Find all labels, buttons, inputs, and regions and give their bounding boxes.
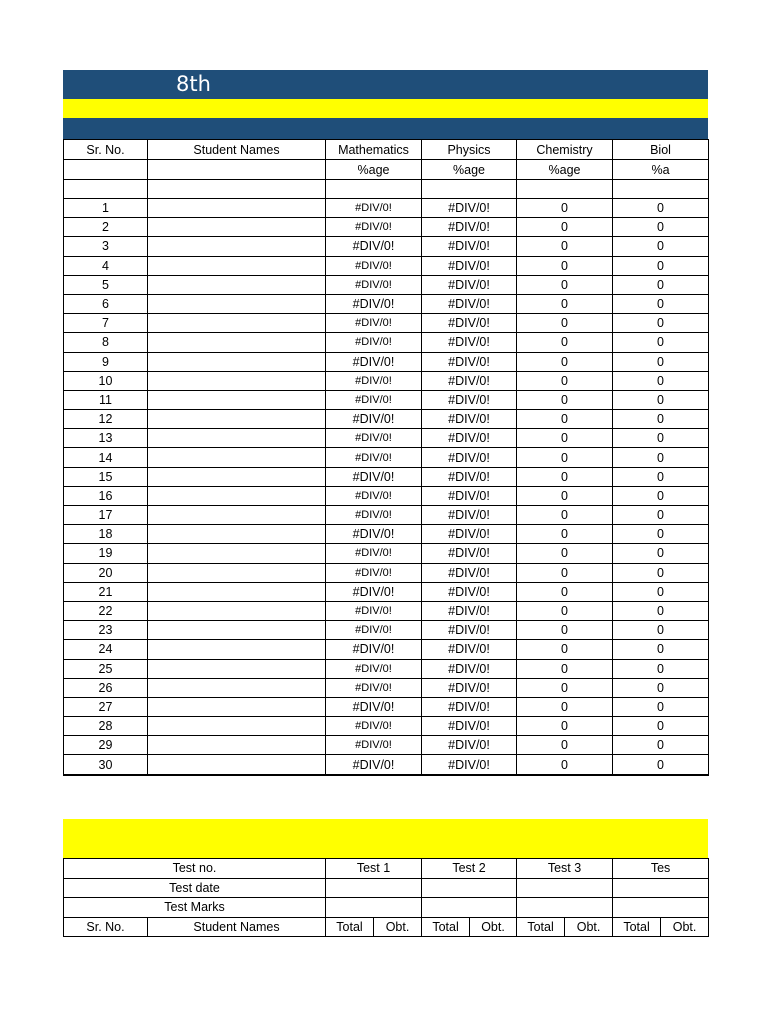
cell[interactable] (517, 898, 613, 918)
yellow-banner-tests (63, 819, 708, 858)
table-row (64, 256, 709, 275)
sr-no-cell[interactable]: 22 (64, 601, 148, 620)
test-name-header: Test 1 (326, 859, 422, 879)
table-row (64, 506, 709, 525)
biology-cell[interactable]: 0 (613, 697, 709, 716)
sr-no-cell[interactable]: 12 (64, 410, 148, 429)
sr-no-cell[interactable]: 6 (64, 294, 148, 313)
biology-cell[interactable]: 0 (613, 448, 709, 467)
sr-no-cell[interactable]: 19 (64, 544, 148, 563)
chemistry-cell[interactable]: 0 (517, 506, 613, 525)
student-name-cell[interactable] (148, 218, 326, 237)
mathematics-cell[interactable]: #DIV/0! (326, 717, 422, 736)
table-row (64, 621, 709, 640)
student-name-cell[interactable] (148, 678, 326, 697)
test-marks-row (64, 898, 709, 918)
student-name-cell[interactable] (148, 352, 326, 371)
chemistry-cell[interactable]: 0 (517, 294, 613, 313)
physics-cell[interactable]: #DIV/0! (422, 640, 517, 659)
title-banner (63, 70, 708, 99)
chemistry-cell[interactable]: 0 (517, 640, 613, 659)
chemistry-cell[interactable]: 0 (517, 717, 613, 736)
table-row (64, 199, 709, 218)
chemistry-cell[interactable]: 0 (517, 410, 613, 429)
biology-cell[interactable]: 0 (613, 237, 709, 256)
mathematics-cell[interactable]: #DIV/0! (326, 467, 422, 486)
biology-cell[interactable]: 0 (613, 525, 709, 544)
test-name-header: Tes (613, 859, 709, 879)
student-name-cell[interactable] (148, 237, 326, 256)
obtained-header: Obt. (374, 917, 422, 937)
table-row (64, 294, 709, 313)
table-row (64, 755, 709, 775)
student-names-header: Student Names (148, 140, 326, 160)
biology-cell[interactable]: 0 (613, 544, 709, 563)
chemistry-cell[interactable]: 0 (517, 678, 613, 697)
student-name-cell[interactable] (148, 697, 326, 716)
biology-cell[interactable]: 0 (613, 390, 709, 409)
cell[interactable] (64, 180, 148, 199)
mathematics-cell[interactable]: #DIV/0! (326, 390, 422, 409)
mathematics-cell[interactable]: #DIV/0! (326, 640, 422, 659)
obtained-header: Obt. (661, 917, 709, 937)
student-name-cell[interactable] (148, 601, 326, 620)
test-marks-label: Test Marks (64, 898, 326, 918)
physics-cell[interactable]: #DIV/0! (422, 678, 517, 697)
unit-header (148, 160, 326, 180)
mathematics-cell[interactable]: #DIV/0! (326, 218, 422, 237)
physics-cell[interactable]: #DIV/0! (422, 601, 517, 620)
physics-cell[interactable]: #DIV/0! (422, 275, 517, 294)
physics-cell[interactable]: #DIV/0! (422, 429, 517, 448)
mathematics-cell[interactable]: #DIV/0! (326, 333, 422, 352)
total-header: Total (613, 917, 661, 937)
unit-header (64, 160, 148, 180)
student-name-cell[interactable] (148, 544, 326, 563)
cell[interactable] (422, 180, 517, 199)
biology-cell[interactable]: 0 (613, 429, 709, 448)
sr-no-cell[interactable]: 26 (64, 678, 148, 697)
biology-header: Biol (613, 140, 709, 160)
mathematics-cell[interactable]: #DIV/0! (326, 352, 422, 371)
physics-cell[interactable]: #DIV/0! (422, 659, 517, 678)
mathematics-cell[interactable]: #DIV/0! (326, 314, 422, 333)
physics-cell[interactable]: #DIV/0! (422, 333, 517, 352)
physics-cell[interactable]: #DIV/0! (422, 544, 517, 563)
chemistry-cell[interactable]: 0 (517, 218, 613, 237)
physics-cell[interactable]: #DIV/0! (422, 218, 517, 237)
table-row (64, 390, 709, 409)
student-name-cell[interactable] (148, 755, 326, 775)
header-row-units (64, 160, 709, 180)
chemistry-cell[interactable]: 0 (517, 199, 613, 218)
table-row (64, 601, 709, 620)
chemistry-cell[interactable]: 0 (517, 467, 613, 486)
student-name-cell[interactable] (148, 506, 326, 525)
chemistry-cell[interactable]: 0 (517, 390, 613, 409)
unit-header: %age (517, 160, 613, 180)
physics-cell[interactable]: #DIV/0! (422, 448, 517, 467)
sr-no-header: Sr. No. (64, 917, 148, 937)
table-row (64, 237, 709, 256)
physics-cell[interactable]: #DIV/0! (422, 621, 517, 640)
chemistry-cell[interactable]: 0 (517, 256, 613, 275)
physics-cell[interactable]: #DIV/0! (422, 582, 517, 601)
mathematics-cell[interactable]: #DIV/0! (326, 736, 422, 755)
obtained-header: Obt. (470, 917, 517, 937)
chemistry-cell[interactable]: 0 (517, 314, 613, 333)
physics-cell[interactable]: #DIV/0! (422, 237, 517, 256)
biology-cell[interactable]: 0 (613, 736, 709, 755)
sr-no-cell[interactable]: 7 (64, 314, 148, 333)
chemistry-cell[interactable]: 0 (517, 755, 613, 775)
total-header: Total (422, 917, 470, 937)
header-row-subjects (64, 140, 709, 160)
student-name-cell[interactable] (148, 390, 326, 409)
grade-title: 8th (176, 72, 211, 96)
table-row (64, 563, 709, 582)
student-name-cell[interactable] (148, 410, 326, 429)
biology-cell[interactable]: 0 (613, 506, 709, 525)
table-row (64, 697, 709, 716)
student-name-cell[interactable] (148, 621, 326, 640)
physics-cell[interactable]: #DIV/0! (422, 371, 517, 390)
biology-cell[interactable]: 0 (613, 314, 709, 333)
mathematics-cell[interactable]: #DIV/0! (326, 755, 422, 775)
biology-cell[interactable]: 0 (613, 333, 709, 352)
biology-cell[interactable]: 0 (613, 410, 709, 429)
total-header: Total (517, 917, 565, 937)
physics-cell[interactable]: #DIV/0! (422, 467, 517, 486)
chemistry-cell[interactable]: 0 (517, 544, 613, 563)
mathematics-cell[interactable]: #DIV/0! (326, 601, 422, 620)
biology-cell[interactable]: 0 (613, 371, 709, 390)
mathematics-cell[interactable]: #DIV/0! (326, 448, 422, 467)
table-row (64, 333, 709, 352)
chemistry-cell[interactable]: 0 (517, 601, 613, 620)
student-name-cell[interactable] (148, 563, 326, 582)
chemistry-cell[interactable]: 0 (517, 352, 613, 371)
biology-cell[interactable]: 0 (613, 486, 709, 505)
biology-cell[interactable]: 0 (613, 352, 709, 371)
cell[interactable] (613, 898, 709, 918)
mathematics-cell[interactable]: #DIV/0! (326, 237, 422, 256)
physics-cell[interactable]: #DIV/0! (422, 563, 517, 582)
biology-cell[interactable]: 0 (613, 659, 709, 678)
cell[interactable] (517, 878, 613, 898)
total-header: Total (326, 917, 374, 937)
mathematics-cell[interactable]: #DIV/0! (326, 621, 422, 640)
marks-table (63, 139, 709, 776)
physics-cell[interactable]: #DIV/0! (422, 736, 517, 755)
student-name-cell[interactable] (148, 525, 326, 544)
table-row (64, 275, 709, 294)
table-row (64, 467, 709, 486)
sr-no-cell[interactable]: 4 (64, 256, 148, 275)
chemistry-cell[interactable]: 0 (517, 697, 613, 716)
sr-no-cell[interactable]: 28 (64, 717, 148, 736)
marks-table-region (63, 139, 671, 781)
table-row (64, 525, 709, 544)
chemistry-cell[interactable]: 0 (517, 371, 613, 390)
cell[interactable] (148, 180, 326, 199)
table-row (64, 410, 709, 429)
student-name-cell[interactable] (148, 333, 326, 352)
chemistry-cell[interactable]: 0 (517, 736, 613, 755)
table-row (64, 544, 709, 563)
biology-cell[interactable]: 0 (613, 563, 709, 582)
student-name-cell[interactable] (148, 582, 326, 601)
sr-no-cell[interactable]: 1 (64, 199, 148, 218)
chemistry-cell[interactable]: 0 (517, 659, 613, 678)
sr-no-cell[interactable]: 17 (64, 506, 148, 525)
table-row (64, 640, 709, 659)
student-name-cell[interactable] (148, 294, 326, 313)
test-no-label: Test no. (64, 859, 326, 879)
mathematics-cell[interactable]: #DIV/0! (326, 410, 422, 429)
physics-cell[interactable]: #DIV/0! (422, 525, 517, 544)
blue-banner-bottom (63, 118, 708, 139)
mathematics-cell[interactable]: #DIV/0! (326, 199, 422, 218)
physics-cell[interactable]: #DIV/0! (422, 506, 517, 525)
student-name-cell[interactable] (148, 640, 326, 659)
physics-cell[interactable]: #DIV/0! (422, 199, 517, 218)
sr-no-cell[interactable]: 21 (64, 582, 148, 601)
cell[interactable] (613, 878, 709, 898)
mathematics-header: Mathematics (326, 140, 422, 160)
student-name-cell[interactable] (148, 448, 326, 467)
student-name-cell[interactable] (148, 717, 326, 736)
sr-no-cell[interactable]: 13 (64, 429, 148, 448)
sr-no-header: Sr. No. (64, 140, 148, 160)
sr-no-cell[interactable]: 5 (64, 275, 148, 294)
test-name-header: Test 2 (422, 859, 517, 879)
blank-row (64, 180, 709, 199)
mathematics-cell[interactable]: #DIV/0! (326, 275, 422, 294)
table-row (64, 486, 709, 505)
chemistry-cell[interactable]: 0 (517, 621, 613, 640)
sr-no-cell[interactable]: 20 (64, 563, 148, 582)
physics-header: Physics (422, 140, 517, 160)
subheader-row (64, 917, 709, 937)
cell[interactable] (422, 878, 517, 898)
mathematics-cell[interactable]: #DIV/0! (326, 563, 422, 582)
student-name-cell[interactable] (148, 314, 326, 333)
chemistry-header: Chemistry (517, 140, 613, 160)
mathematics-cell[interactable]: #DIV/0! (326, 486, 422, 505)
sr-no-cell[interactable]: 14 (64, 448, 148, 467)
chemistry-cell[interactable]: 0 (517, 429, 613, 448)
biology-cell[interactable]: 0 (613, 755, 709, 775)
sr-no-cell[interactable]: 24 (64, 640, 148, 659)
cell[interactable] (517, 180, 613, 199)
biology-cell[interactable]: 0 (613, 294, 709, 313)
physics-cell[interactable]: #DIV/0! (422, 717, 517, 736)
biology-cell[interactable]: 0 (613, 199, 709, 218)
biology-cell[interactable]: 0 (613, 640, 709, 659)
biology-cell[interactable]: 0 (613, 621, 709, 640)
chemistry-cell[interactable]: 0 (517, 333, 613, 352)
student-name-cell[interactable] (148, 256, 326, 275)
obtained-header: Obt. (565, 917, 613, 937)
yellow-banner-top (63, 99, 708, 118)
sr-no-cell[interactable]: 15 (64, 467, 148, 486)
mathematics-cell[interactable]: #DIV/0! (326, 256, 422, 275)
chemistry-cell[interactable]: 0 (517, 563, 613, 582)
table-row (64, 582, 709, 601)
physics-cell[interactable]: #DIV/0! (422, 352, 517, 371)
test-table-region (63, 858, 697, 938)
sr-no-cell[interactable]: 3 (64, 237, 148, 256)
sr-no-cell[interactable]: 23 (64, 621, 148, 640)
chemistry-cell[interactable]: 0 (517, 486, 613, 505)
cell[interactable] (613, 180, 709, 199)
table-row (64, 218, 709, 237)
student-name-cell[interactable] (148, 199, 326, 218)
table-row (64, 429, 709, 448)
table-row (64, 314, 709, 333)
sr-no-cell[interactable]: 10 (64, 371, 148, 390)
physics-cell[interactable]: #DIV/0! (422, 486, 517, 505)
cell[interactable] (326, 898, 422, 918)
test-date-label: Test date (64, 878, 326, 898)
physics-cell[interactable]: #DIV/0! (422, 390, 517, 409)
mathematics-cell[interactable]: #DIV/0! (326, 525, 422, 544)
table-row (64, 717, 709, 736)
test-table (63, 858, 709, 937)
biology-cell[interactable]: 0 (613, 717, 709, 736)
mathematics-cell[interactable]: #DIV/0! (326, 506, 422, 525)
cell[interactable] (326, 180, 422, 199)
student-name-cell[interactable] (148, 467, 326, 486)
physics-cell[interactable]: #DIV/0! (422, 755, 517, 775)
sr-no-cell[interactable]: 2 (64, 218, 148, 237)
unit-header: %age (422, 160, 517, 180)
mathematics-cell[interactable]: #DIV/0! (326, 371, 422, 390)
student-name-cell[interactable] (148, 275, 326, 294)
mathematics-cell[interactable]: #DIV/0! (326, 678, 422, 697)
sr-no-cell[interactable]: 25 (64, 659, 148, 678)
test-date-row (64, 878, 709, 898)
table-row (64, 678, 709, 697)
sr-no-cell[interactable]: 9 (64, 352, 148, 371)
chemistry-cell[interactable]: 0 (517, 448, 613, 467)
sr-no-cell[interactable]: 29 (64, 736, 148, 755)
test-name-header: Test 3 (517, 859, 613, 879)
student-names-header: Student Names (148, 917, 326, 937)
student-name-cell[interactable] (148, 429, 326, 448)
mathematics-cell[interactable]: #DIV/0! (326, 582, 422, 601)
physics-cell[interactable]: #DIV/0! (422, 314, 517, 333)
unit-header: %a (613, 160, 709, 180)
sr-no-cell[interactable]: 11 (64, 390, 148, 409)
physics-cell[interactable]: #DIV/0! (422, 256, 517, 275)
chemistry-cell[interactable]: 0 (517, 582, 613, 601)
mathematics-cell[interactable]: #DIV/0! (326, 659, 422, 678)
biology-cell[interactable]: 0 (613, 275, 709, 294)
mathematics-cell[interactable]: #DIV/0! (326, 697, 422, 716)
student-name-cell[interactable] (148, 486, 326, 505)
sr-no-cell[interactable]: 16 (64, 486, 148, 505)
student-name-cell[interactable] (148, 736, 326, 755)
sr-no-cell[interactable]: 8 (64, 333, 148, 352)
sr-no-cell[interactable]: 30 (64, 755, 148, 775)
student-name-cell[interactable] (148, 659, 326, 678)
chemistry-cell[interactable]: 0 (517, 275, 613, 294)
test-no-row (64, 859, 709, 879)
sr-no-cell[interactable]: 27 (64, 697, 148, 716)
biology-cell[interactable]: 0 (613, 678, 709, 697)
mathematics-cell[interactable]: #DIV/0! (326, 544, 422, 563)
biology-cell[interactable]: 0 (613, 601, 709, 620)
mathematics-cell[interactable]: #DIV/0! (326, 429, 422, 448)
table-row (64, 371, 709, 390)
table-row (64, 352, 709, 371)
chemistry-cell[interactable]: 0 (517, 525, 613, 544)
cell[interactable] (422, 898, 517, 918)
physics-cell[interactable]: #DIV/0! (422, 294, 517, 313)
physics-cell[interactable]: #DIV/0! (422, 697, 517, 716)
unit-header: %age (326, 160, 422, 180)
biology-cell[interactable]: 0 (613, 582, 709, 601)
sr-no-cell[interactable]: 18 (64, 525, 148, 544)
biology-cell[interactable]: 0 (613, 218, 709, 237)
table-row (64, 736, 709, 755)
mathematics-cell[interactable]: #DIV/0! (326, 294, 422, 313)
table-row (64, 448, 709, 467)
table-row (64, 659, 709, 678)
biology-cell[interactable]: 0 (613, 467, 709, 486)
student-name-cell[interactable] (148, 371, 326, 390)
biology-cell[interactable]: 0 (613, 256, 709, 275)
chemistry-cell[interactable]: 0 (517, 237, 613, 256)
physics-cell[interactable]: #DIV/0! (422, 410, 517, 429)
cell[interactable] (326, 878, 422, 898)
